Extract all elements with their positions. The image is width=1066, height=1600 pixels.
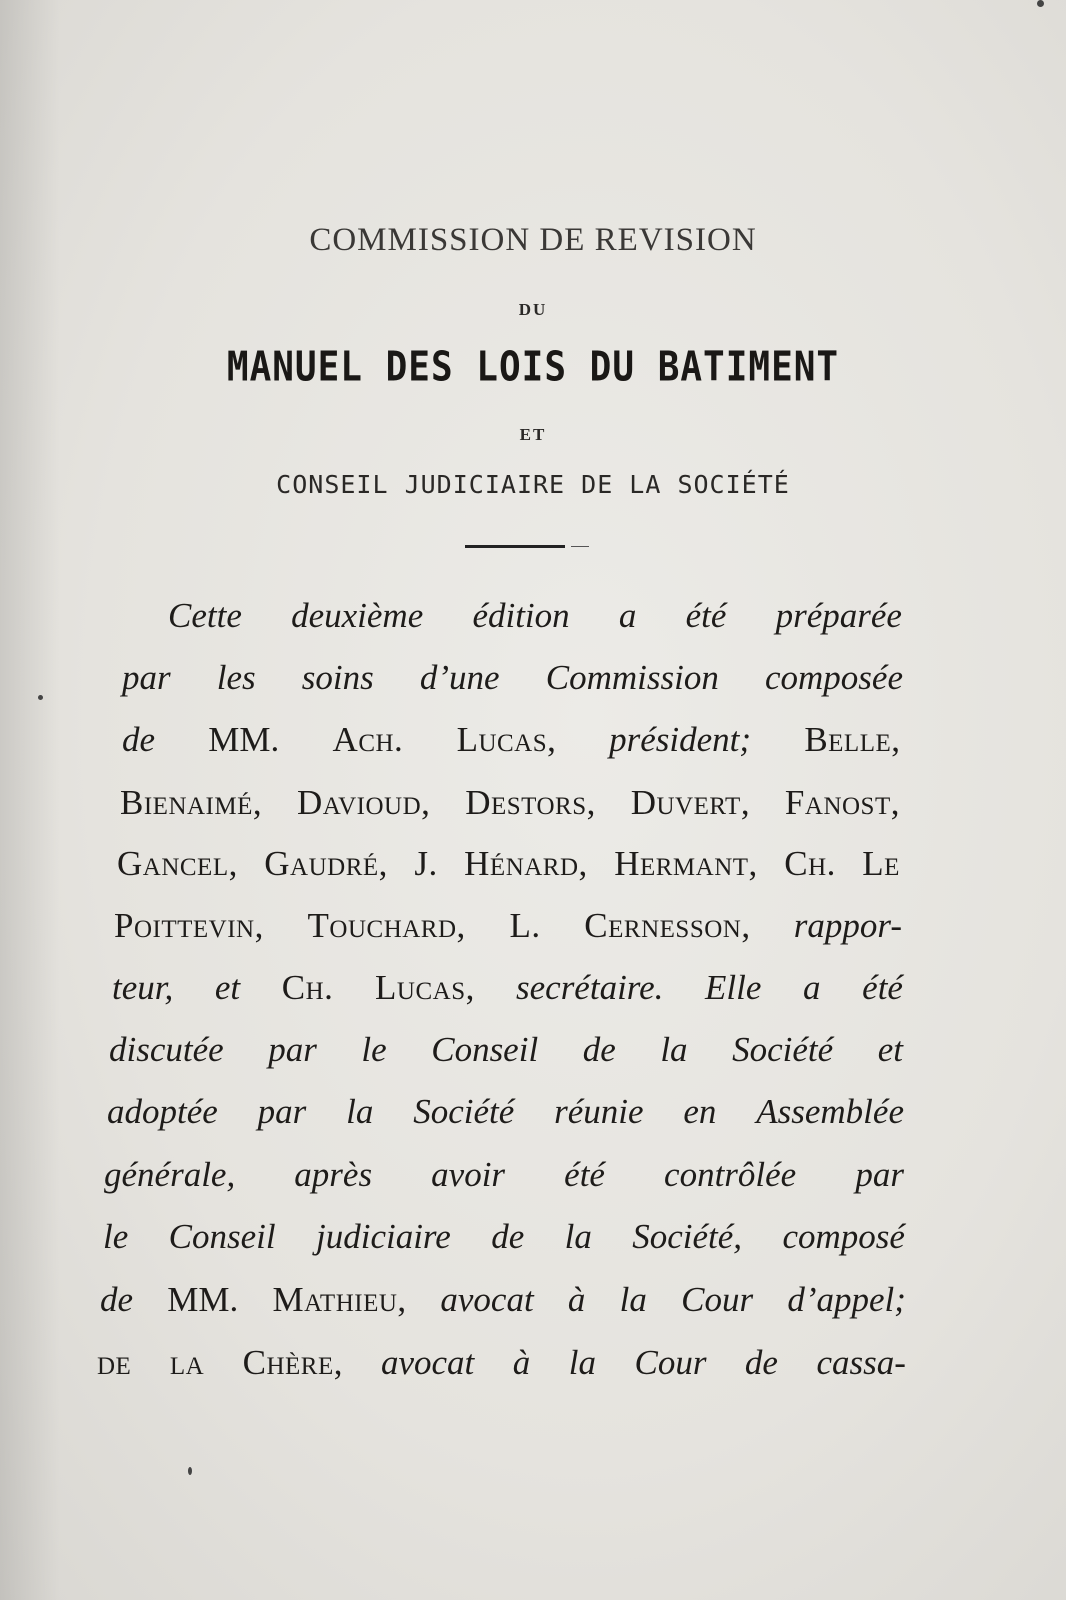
heading-du: DU	[518, 300, 548, 319]
text-word: Société	[732, 1030, 834, 1069]
text-word: Davioud,	[296, 783, 431, 822]
text-word: générale,	[104, 1155, 236, 1194]
text-line	[107, 1094, 904, 1134]
text-word: Gancel,	[117, 844, 238, 883]
text-word: ,	[333, 1343, 343, 1382]
heading-commission: COMMISSION DE REVISION	[309, 222, 757, 258]
text-line	[100, 1282, 906, 1322]
paper-speck	[188, 1467, 192, 1475]
text-word: de	[122, 720, 156, 759]
text-word: Poittevin,	[114, 906, 264, 945]
text-word: d’une	[419, 658, 500, 697]
text-word: et	[214, 968, 241, 1007]
text-word: rappor-	[793, 906, 902, 945]
text-word	[804, 722, 900, 757]
text-word	[273, 1282, 407, 1317]
text-word: deuxième	[291, 596, 424, 635]
text-word: ,	[741, 906, 751, 945]
text-word: Hermant,	[614, 844, 758, 883]
text-line	[120, 785, 900, 825]
text-word: la	[660, 1030, 688, 1069]
text-word: composé	[782, 1217, 905, 1256]
text-word: composée	[764, 658, 903, 697]
text-line	[97, 1345, 906, 1385]
text-word: en	[683, 1092, 717, 1131]
text-word: et	[877, 1030, 903, 1069]
text-word: Cour	[681, 1280, 754, 1319]
text-word: la	[346, 1092, 374, 1131]
text-word: de	[491, 1217, 525, 1256]
text-word: cassa-	[816, 1343, 906, 1382]
text-word: Lucas	[456, 720, 548, 759]
text-word: Bienaimé,	[120, 783, 263, 822]
text-word: la	[564, 1217, 592, 1256]
text-word	[584, 908, 750, 943]
text-word: a	[803, 968, 821, 1007]
text-word: avocat	[380, 1343, 475, 1382]
text-word: par	[855, 1155, 904, 1194]
text-word: été	[685, 596, 727, 635]
heading-manuel: MANUEL DES LOIS DU BATIMENT	[226, 343, 840, 392]
text-word: secrétaire.	[516, 968, 664, 1007]
text-word: Commission	[545, 658, 719, 697]
text-word: soins	[301, 658, 374, 697]
text-word: Mathieu	[272, 1280, 398, 1319]
text-word: par	[122, 658, 171, 697]
text-word: les	[216, 658, 256, 697]
divider-tick	[571, 546, 589, 547]
text-line	[112, 970, 903, 1010]
text-word: Touchard,	[307, 906, 466, 945]
divider-rule	[465, 545, 565, 548]
heading-conseil: CONSEIL JUDICIAIRE DE LA SOCIÉTÉ	[276, 470, 790, 499]
paper-speck	[1037, 0, 1044, 7]
text-word: discutée	[109, 1030, 224, 1069]
text-word: de	[100, 1280, 134, 1319]
text-word: Société	[413, 1092, 515, 1131]
text-word: Cette	[168, 596, 242, 635]
text-word: après	[294, 1155, 373, 1194]
text-word: L.	[509, 906, 541, 945]
text-line	[114, 908, 902, 948]
text-word: Elle	[705, 968, 762, 1007]
text-word: la	[169, 1343, 205, 1382]
text-word: Société,	[632, 1217, 743, 1256]
text-word: ,	[891, 720, 900, 759]
text-word: Ch.	[281, 968, 334, 1007]
text-word: le	[361, 1030, 387, 1069]
text-word: Fanost,	[784, 783, 900, 822]
text-word: à	[567, 1280, 586, 1319]
text-word: ,	[547, 720, 556, 759]
text-line	[104, 1157, 904, 1197]
text-word: ,	[397, 1280, 407, 1319]
text-word: avoir	[431, 1155, 506, 1194]
text-word: Ach.	[332, 720, 404, 759]
text-word	[243, 1345, 343, 1380]
text-word: à	[512, 1343, 531, 1382]
text-word: par	[268, 1030, 317, 1069]
text-word: Assemblée	[756, 1092, 904, 1131]
text-word: Gaudré,	[264, 844, 388, 883]
text-word: teur,	[112, 968, 174, 1007]
text-word	[375, 970, 474, 1005]
text-word: a	[618, 596, 637, 635]
text-word: président;	[609, 720, 752, 759]
text-word: contrôlée	[664, 1155, 797, 1194]
text-word: la	[619, 1280, 647, 1319]
text-word: MM.	[208, 720, 280, 759]
text-word: Destors,	[465, 783, 596, 822]
text-word: avocat	[440, 1280, 534, 1319]
text-word: ,	[465, 968, 475, 1007]
text-word: Lucas	[375, 968, 466, 1007]
text-word: Ch.	[784, 844, 836, 883]
text-word: Conseil	[168, 1217, 276, 1256]
text-line	[103, 1219, 905, 1259]
text-line	[168, 598, 902, 638]
text-word: Chère	[242, 1343, 334, 1382]
text-line	[109, 1032, 903, 1072]
text-word: Duvert,	[630, 783, 751, 822]
text-word: le	[103, 1217, 129, 1256]
text-word: édition	[472, 596, 570, 635]
paper-speck	[38, 695, 43, 700]
text-word: J.	[414, 844, 438, 883]
text-line	[117, 846, 900, 886]
text-word: MM.	[167, 1280, 239, 1319]
text-line	[122, 722, 900, 762]
text-word: de	[97, 1343, 132, 1382]
text-word: Hénard,	[464, 844, 588, 883]
text-word: de	[582, 1030, 616, 1069]
text-word: par	[257, 1092, 307, 1131]
text-word: d’appel;	[787, 1280, 906, 1319]
text-word: la	[568, 1343, 596, 1382]
text-word: Le	[862, 844, 900, 883]
text-word: judiciaire	[316, 1217, 451, 1256]
text-word: Conseil	[431, 1030, 539, 1069]
text-word: réunie	[554, 1092, 644, 1131]
text-word: été	[862, 968, 903, 1007]
text-line	[122, 660, 903, 700]
heading-et: ET	[519, 425, 547, 444]
text-word	[457, 722, 556, 757]
text-word: Belle	[804, 720, 892, 759]
text-word: adoptée	[107, 1092, 218, 1131]
text-word: été	[564, 1155, 605, 1194]
text-word: Cour	[634, 1343, 707, 1382]
text-word: de	[744, 1343, 778, 1382]
text-word: Cernesson	[584, 906, 742, 945]
text-word: préparée	[775, 596, 902, 635]
